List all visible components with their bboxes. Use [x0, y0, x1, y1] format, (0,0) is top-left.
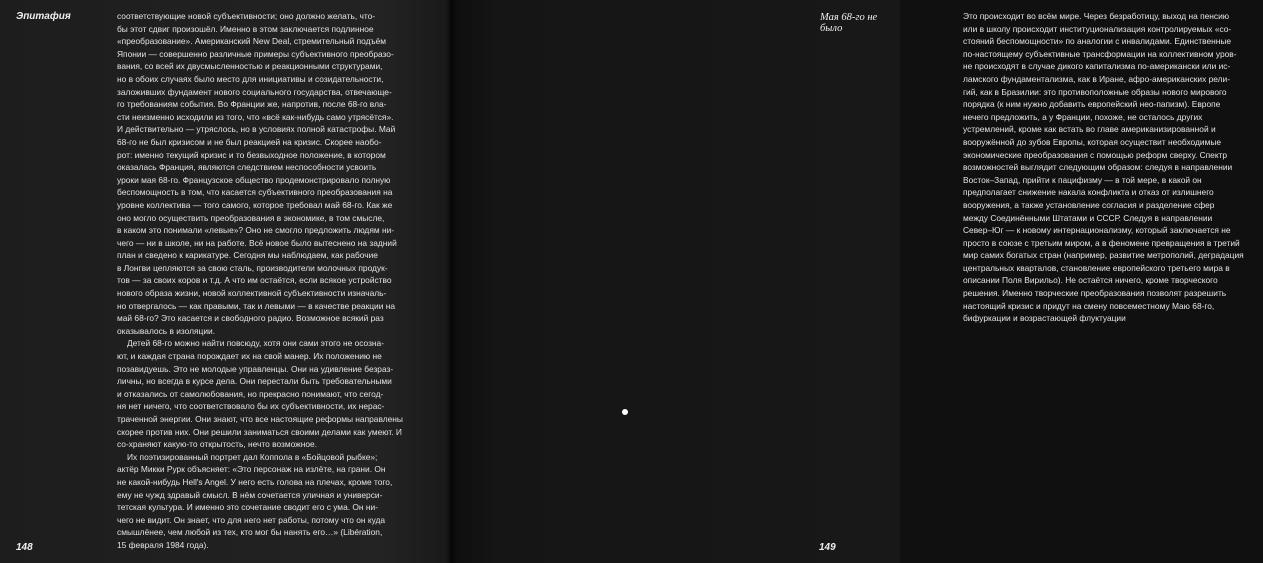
text-line: возможностей выглядит следующим образом: следуя в направлении: [963, 162, 1233, 173]
text-line: позавидуешь. Это не молодые управленцы. Они на удивление безраз-: [117, 363, 394, 374]
text-line: порядка (к ним нужно добавить европейский нео-папизм). Европе: [963, 99, 1221, 110]
text-line: бифуркации и возрастающей флуктуации: [963, 313, 1126, 324]
text-line: актёр Микки Рурк объясняет: «Это персонаж на излёте, на грани. Он: [117, 464, 386, 475]
text-line: Это происходит во всём мире. Через безработицу, выход на пенсию: [963, 11, 1230, 21]
text-line: рот: именно текущий кризис и то безвыходное положение, в котором: [117, 149, 386, 160]
text-line: но в обоих случаях было место для инициативы и созидательности,: [117, 73, 384, 84]
right-text-column: [963, 10, 1263, 325]
text-line: или в школу происходит институционализация контролируемых «со-: [963, 23, 1232, 34]
text-line: ня нет ничего, что соответствовало бы их субъективности, их нерас-: [117, 401, 385, 412]
text-line: нового образа жизни, новой коллективной субъективности изначаль-: [117, 288, 387, 299]
text-line: но отвергалось — как правыми, так и левыми — в качестве реакции на: [117, 300, 395, 311]
text-line: заложивших фундамент нового социального государства, отвечающе-: [117, 86, 392, 97]
text-line: уроки мая 68-го. Французское общество продемонстрировало полную: [117, 174, 391, 185]
text-line: Детей 68-го можно найти повсюду, хотя они сами этого не осозна-: [127, 338, 384, 349]
text-line: го требованиям события. Во Франции же, напротив, после 68-го вла-: [117, 99, 387, 110]
text-line: решения. Именно творческие преобразования позволят разрешить: [963, 288, 1227, 299]
text-line: май 68-го? Это касается и свободного радио. Возможное всякий раз: [117, 313, 384, 324]
text-line: 15 февраля 1984 года).: [117, 539, 209, 550]
text-line: тов — за своих коров и т.д. А что им остаётся, если всякое устройство: [117, 275, 392, 286]
text-line: не какой-нибудь Hell's Angel. У него есть голова на плечах, кроме того,: [117, 476, 393, 487]
text-line: в Лонгви цепляются за свою сталь, производители молочных продук-: [117, 262, 388, 273]
text-line: сти неизменно исходили из того, что «всё как-нибудь само утрясётся».: [117, 111, 394, 122]
text-line: Восток–Запад, прийти к пацифизму — в той мере, в какой он: [963, 174, 1202, 185]
text-line: смышлёнее, чем любой из тех, кто мог бы нанять его…» (Libération,: [117, 527, 383, 538]
text-line: нечего предложить, а у Франции, похоже, не осталось других: [963, 111, 1203, 122]
text-line: центральных кварталов, становление европейского третьего мира в: [963, 262, 1230, 273]
text-line: чего не видит. Он знает, что для него нет работы, потому что он куда: [117, 514, 386, 525]
text-line: в каком это понимали «левые»? Оно не смогло предложить людям ни-: [117, 225, 395, 236]
bullet-dot: [622, 409, 628, 415]
text-line: ему не чужд здравый смысл. В нём сочетается уличная и универси-: [117, 489, 383, 500]
text-line: уровне коллектива — того самого, которое требовал май 68-го. Как же: [117, 199, 393, 210]
text-line: не происходят в случае дикого капитализма по-американски или ис-: [963, 61, 1231, 72]
text-line: ют, и каждая страна порождает их на свой манер. Их положению не: [117, 351, 382, 362]
text-line: «преобразование». Американский New Deal, стремительный подъём: [117, 36, 386, 47]
left-text-column: [117, 10, 437, 552]
text-line: И действительно — утряслось, но в условиях полной катастрофы. Май: [117, 124, 396, 135]
text-line: просто в союзе с третьим миром, а в феномене превращения в третий: [963, 237, 1240, 248]
text-line: траченной энергии. Они знают, что все настоящие реформы направлены: [117, 414, 403, 424]
text-line: 68-го не был кризисом и не был реакцией на кризис. Скорее наобо-: [117, 136, 382, 147]
text-line: описании Поля Вирильо). Не остаётся ничего, кроме творческого: [963, 275, 1218, 286]
running-head: Эпитафия: [16, 11, 71, 22]
text-line: тетская культура. И именно это сочетание сводит его с ума. Он ни-: [117, 502, 378, 513]
text-line: вооружённой до зубов Европы, которая осуществит необходимые: [963, 136, 1222, 147]
text-line: вания, со всей их двусмысленностью и реакционными структурами,: [117, 61, 383, 72]
text-line: скорее против них. Они решили заниматься своими делами как умеют. И: [117, 426, 402, 437]
text-line: вооружения, а также установление согласия и разделение сфер: [963, 199, 1215, 210]
page-number-left: 148: [16, 542, 33, 553]
text-line: Их поэтизированный портрет дал Коппола в «Бойцовой рыбке»;: [127, 451, 378, 462]
text-line: Север–Юг — к новому интернационализму, который заключается не: [963, 225, 1231, 236]
text-line: между Соединёнными Штатами и СССР. Следуя в направлении: [963, 212, 1213, 223]
text-line: чего — ни в школе, ни на работе. Всё новое было вытеснено на задний: [117, 237, 397, 248]
page-number-right: 149: [819, 542, 836, 553]
text-line: Японии — совершенно различные примеры субъективного преобразо-: [117, 48, 394, 59]
text-line: настоящий кризис и придут на смену повсеместному Маю 68-го,: [963, 300, 1215, 311]
text-line: личны, но всегда в курсе дела. Они перестали быть требовательными: [117, 376, 392, 387]
text-line: оно могло осуществить преобразования в экономике, в том смысле,: [117, 212, 385, 223]
text-line: беспомощность в том, что касается субъективного преобразования на: [117, 187, 393, 198]
text-line: оказалась Франция, являются следствием неспособности усвоить: [117, 162, 377, 173]
text-line: бы этот сдвиг произошёл. Именно в этом заключается подлинное: [117, 23, 374, 34]
text-line: оказывалось в изоляции.: [117, 325, 216, 336]
text-line: мир самих богатых стран (например, развитие метрополий, деградация: [963, 250, 1244, 261]
text-line: соответствующие новой субъективности; оно должно желать, что-: [117, 11, 376, 21]
text-line: гий, как в Бразилии: это противоположные образы нового мирового: [963, 86, 1227, 97]
text-line: ламского фундаментализма, как в Иране, афро-американских рели-: [963, 73, 1231, 84]
left-page: [0, 0, 450, 563]
text-line: экономические преобразования с помощью реформ сверху. Спектр: [963, 149, 1228, 160]
text-line: и отказались от самолюбования, но прекрасно понимают, что сегод-: [117, 388, 384, 399]
right-page: [450, 0, 1244, 563]
text-line: предполагает снижение накала конфликта и отказ от излишнего: [963, 187, 1214, 198]
text-line: со-храняют какую-то открытость, нечто возможное.: [117, 439, 318, 450]
text-line: по-настоящему субъективные трансформации на коллективном уров-: [963, 48, 1237, 59]
text-line: устремлений, кроме как встать во главе американизированной и: [963, 124, 1216, 135]
text-line: план и сведено к карикатуре. Сегодня мы наблюдаем, как рабочие: [117, 250, 378, 261]
text-line: стояний беспомощности» по аналогии с инвалидами. Единственные: [963, 36, 1232, 47]
side-note: Мая 68-го не было: [820, 12, 878, 34]
